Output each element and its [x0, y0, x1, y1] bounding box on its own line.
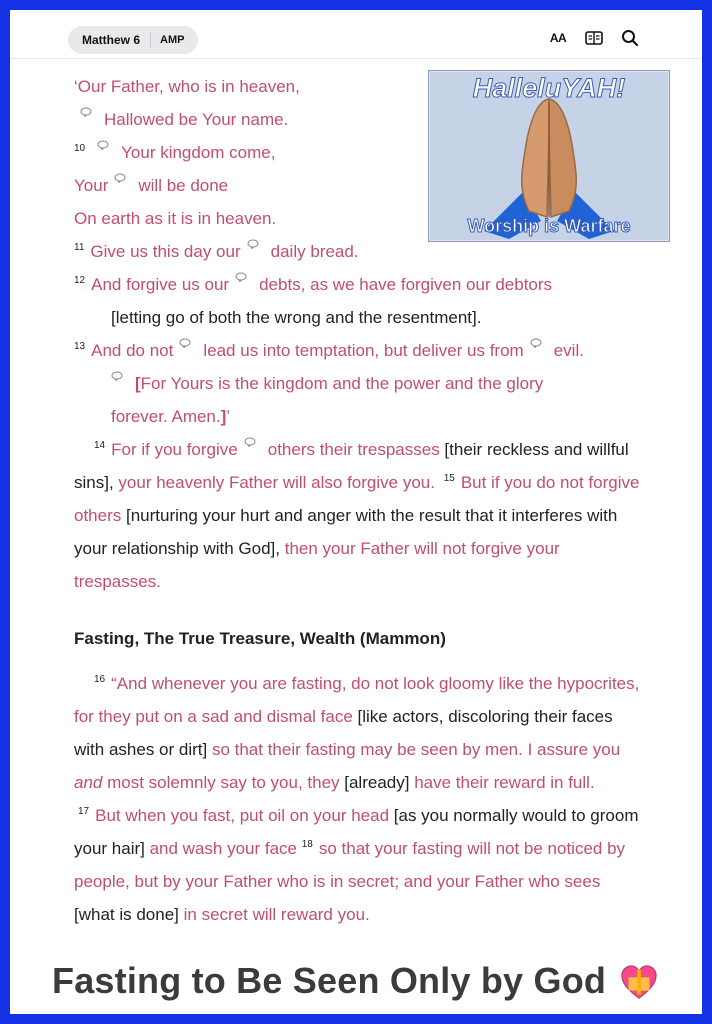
- note-icon[interactable]: [530, 338, 542, 348]
- section-heading: Fasting, The True Treasure, Wealth (Mammon): [74, 629, 446, 648]
- verse-line: forever. Amen.]’: [111, 407, 231, 426]
- verse-number: 14: [94, 440, 106, 451]
- paragraph: $^{16}$ “And whenever you are fasting, do not look gloomy like the hypocrites, for they put on a sad and dismal face [like actors, discoloring their faces with ashes or dirt] so that their fasting may be seen by men. I assure you and most solemnly say to you, they [already] have their reward in full. $^{17}$ But when you fast, put oil on your head [as you normally would to groom your hair] and wash your face $^{18}$ so that your fasting will not be noticed by people, but by your Father who is in secret; and your Father who sees [what is done] in secret will reward you.: [74, 674, 640, 924]
- note-icon[interactable]: [97, 140, 109, 150]
- note-icon[interactable]: [80, 107, 92, 117]
- note-icon[interactable]: [111, 371, 123, 381]
- verse-line: $^{11}$ Give us this day our daily bread.: [74, 235, 644, 268]
- verse-line: [letting go of both the wrong and the resentment].: [111, 308, 482, 327]
- note-icon[interactable]: [235, 272, 247, 282]
- verse-line: Your will be done: [74, 169, 644, 202]
- verse-number: 13: [74, 341, 86, 352]
- verse-number: 10: [74, 143, 86, 154]
- image-title: HalleluYAH!: [472, 73, 626, 103]
- verse-number: 12: [74, 275, 86, 286]
- chapter-button[interactable]: Matthew 6: [82, 33, 141, 47]
- verse-line: ‘Our Father, who is in heaven,: [74, 77, 300, 96]
- verse-line: On earth as it is in heaven.: [74, 209, 277, 228]
- verse-number: 15: [443, 473, 455, 484]
- scripture-text: [74, 70, 644, 931]
- verse-number: 16: [94, 674, 106, 685]
- note-icon[interactable]: [244, 437, 256, 447]
- text-size-icon[interactable]: AA: [549, 31, 567, 45]
- verse-line: $^{10}$ Your kingdom come,: [74, 136, 644, 169]
- verse-number: 11: [74, 242, 85, 253]
- paragraph: $^{14}$ For if you forgive others their trespasses [their reckless and willful sins], your heavenly Father will also forgive you. $^{15}$ But if you do not forgive others [nurturing your hurt and anger with the result that it interferes with your relationship with God], then your Father will not forgive your trespasses.: [74, 433, 644, 598]
- note-icon[interactable]: [179, 338, 191, 348]
- chapter-version-selector[interactable]: [68, 26, 198, 54]
- heart-icon: [620, 964, 658, 1002]
- note-icon[interactable]: [114, 173, 126, 183]
- image-caption: Fasting to Be Seen Only by God: [52, 960, 658, 1002]
- version-button[interactable]: AMP: [160, 34, 185, 46]
- verse-line: Hallowed be Your name.: [74, 103, 644, 136]
- search-icon[interactable]: [620, 28, 640, 48]
- note-icon[interactable]: [247, 239, 259, 249]
- toolbar-icons: [548, 28, 640, 48]
- verse-line: [For Yours is the kingdom and the power and the glory: [74, 367, 644, 400]
- reader-window: [10, 10, 702, 1014]
- verse-line: $^{12}$ And forgive us our debts, as we have forgiven our debtors: [74, 268, 644, 301]
- verse-number: 18: [301, 839, 313, 850]
- parallel-view-icon[interactable]: [584, 28, 604, 48]
- verse-line: $^{13}$ And do not lead us into temptation, but deliver us from evil.: [74, 334, 644, 367]
- top-toolbar: [10, 10, 702, 59]
- verse-number: 17: [78, 806, 90, 817]
- image-subtitle: Worship is Warfare: [467, 216, 631, 236]
